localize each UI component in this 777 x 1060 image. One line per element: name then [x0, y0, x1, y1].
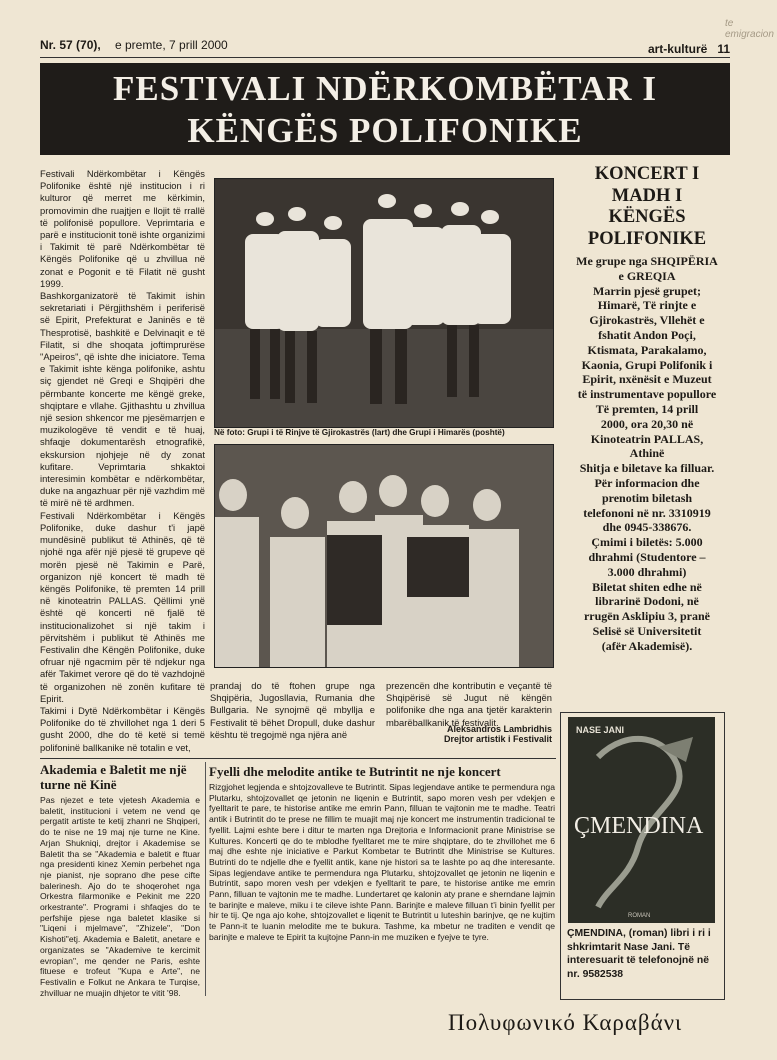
- section-name: art-kulturë: [647, 42, 708, 56]
- ballet-article-title: Akademia e Baletit me një turne në Kinë: [40, 762, 187, 792]
- page-number: 11: [717, 42, 730, 56]
- book-cover: [568, 717, 715, 923]
- paragraph: Festivali Ndërkombëtar i Këngës Polifonike është një institucion i ri kulturor që merret me kërkimin, promovimin dhe ruajtjen e llojit të rrallë të polifonisë popullore. Veprimtaria e parë e institucionit tonë ishte organizimi i Takimit të parë Ndërkombëtar të Këngës Polifonike që u zhvillua në zonat e Pogonit e të Filatit në gusht 1999.: [40, 168, 205, 289]
- book-caption: ÇMENDINA, (roman) libri i ri i shkrimtarit Nase Jani. Të interesuarit të telefonojnë në nr. 9582538: [567, 928, 711, 980]
- photo-top-choir: [214, 178, 554, 428]
- sidebar-line: Të premten, 14 prill: [595, 401, 699, 416]
- masthead: [40, 36, 730, 54]
- concert-sidebar: [562, 164, 732, 654]
- sidebar-line: Gjirokastrës, Vllehët e: [589, 313, 705, 328]
- butrint-article: [209, 764, 555, 943]
- sidebar-line: Marrin pjesë grupet;: [593, 283, 701, 298]
- choir-illustration-top: [215, 179, 553, 427]
- ballet-article: [40, 762, 200, 998]
- sidebar-title-line: KËNGËS: [608, 207, 686, 227]
- sidebar-line: librarinë Dodoni, në: [595, 594, 699, 609]
- sidebar-line: Epirit, nxënësit e Muzeut: [582, 372, 712, 387]
- book-advertisement: [560, 712, 725, 1000]
- sidebar-line: prenotim biletash: [601, 490, 693, 505]
- sidebar-line: telefononi në nr. 3310919: [583, 505, 711, 520]
- footer-greek-title: Πολυφωνικό Καραβάνι: [448, 1010, 683, 1035]
- sidebar-line: Me grupe nga SHQIPËRIA: [576, 254, 718, 268]
- sidebar-title: [562, 164, 732, 250]
- continuation-left: prandaj do të ftohen grupe nga Shqipëria, Jugosllavia, Rumania dhe Bullgaria. Ne synojmë që mbyllja e Festivalit të bëhet Dropull, duke dashur kështu të tregojmë nga njëra anë: [210, 680, 375, 740]
- sidebar-line: (afër Akademisë).: [601, 638, 693, 653]
- sidebar-line: Çmimi i biletës: 5.000: [591, 535, 703, 550]
- bleed-through-text: te emigracion: [725, 18, 774, 40]
- headline-line-2: KËNGËS POLIFONIKE: [187, 111, 583, 150]
- sidebar-line: Ktismata, Parakalamo,: [587, 342, 707, 357]
- column-divider: [205, 762, 206, 996]
- sidebar-title-line: KONCERT I: [594, 164, 700, 184]
- sidebar-line: Kinoteatrin PALLAS,: [590, 431, 704, 446]
- sidebar-body: [562, 254, 732, 654]
- issue-number: Nr. 57 (70),: [40, 38, 101, 52]
- section-divider: [40, 758, 556, 759]
- sidebar-title-line: MADH I: [611, 185, 683, 206]
- sidebar-line: fshatit Andon Poçi,: [598, 327, 696, 342]
- section-and-page: [648, 42, 730, 56]
- headline-banner: [40, 63, 730, 155]
- cover-author: NASE JANI: [576, 725, 625, 735]
- sidebar-line: dhe 0945-338676.: [602, 520, 692, 535]
- sidebar-line: Kaonia, Grupi Polifonik i: [581, 357, 713, 372]
- sidebar-line: rrugën Asklipiu 3, pranë: [583, 609, 711, 624]
- choir-illustration-bottom: [215, 445, 553, 667]
- paragraph: Takimi i Dytë Ndërkombëtar i Këngës Polifonike do të zhvillohet nga 1 deri 5 gusht 2000, dhe do të ketë si temë polifoninë ballkanike në totalin e vet,: [40, 704, 205, 753]
- paragraph: Bashkorganizatorë të Takimit ishin sekretariati i Përgjithshëm i periferisë së Epirit, Prefekturat e Janinës e të Thesprotisë, bashkitë e Delvinaqit e të Filatit, si dhe shoqata joftimprurëse "Apeiros", që ishte dhe iniciatore. Tema e Takimit ishte kënga polifonike, ashtu siç gjendet në Greqi e Shqipëri dhe përmbante koncerte me këngë greke, shqiptare e vllahe. Gjithashtu u zhvillua një sesion shkencor me pjesëmarrjen e muzikologëve të vendit e të huaj, shfaqje dokumentarësh etnografikë, ekskursion njohjeje në dy zonat kufitare. Veprimtaria shkaktoi interesimin kombëtar e ndërkombëtar, duke na angazhuar për një vazhdim më të mirë në të ardhmen.: [40, 290, 205, 509]
- sidebar-title-line: POLIFONIKE: [587, 228, 707, 249]
- sidebar-line: e GREQIA: [618, 268, 676, 283]
- sidebar-line: Për informacion dhe: [594, 475, 700, 490]
- sidebar-line: Himarë, Të rinjte e: [597, 298, 697, 313]
- author-title: Drejtor artistik i Festivalit: [443, 734, 552, 744]
- author-name: Aleksandros Lambridhis: [446, 724, 552, 734]
- main-article-column: [40, 168, 205, 754]
- headline-line-1: FESTIVALI NDËRKOMBËTAR I: [113, 69, 657, 108]
- cover-genre: ROMAN: [628, 913, 651, 919]
- sidebar-line: Selisë së Universitetit: [592, 623, 702, 638]
- sidebar-line: 2000, ora 20,30 në: [600, 416, 694, 431]
- continuation-right: prezencën dhe kontributin e veçantë të Shqipërisë së Jugut në këngën polifonike dhe nga ana tjetër karakterin mbarëballkanik të festivalit.: [386, 680, 552, 728]
- photo-bottom-choir: [214, 444, 554, 668]
- butrint-article-text: Rizgjohet legjenda e shtojzovalleve te Butrintit. Sipas legjendave antike te permendura nga Plutarku, shtojzovallet qe jetonin ne liqenin e Butrintit, sapo moren vesh per vdekjen e fyelltarit te pare, te historise antike me emrin Pann, filluan te vajtonin me te madhe. Teatri antik i Butrintit do te prese ne fillim te muajit maj nje koncert me instrumentin tradicional te fyellit. Lajmi eshte bere i ditur te marten nga Drejtoria e Informacionit prane Ministrise se Kultures. Koncerti qe do te mblodhe fyelltaret me te mire shqiptare, do te zhvillohet me 6 maj dhe eshte nje iniciative e Parkut Kombetar te Butrintit dhe Ministrise se Kultures. Butrinti do te ndjelle dhe e fyellit antik, kane nje histori sa te lashte po aq dhe interesante. Sipas legjendave antike te permendura nga Plutarku, shtojzovallet qe jetonin ne liqenin e Butrintit, sapo moren vesh per vdekjen e fyelltarit te pare, te historise antike me emrin Pann, filluan te vajtonin me te madhe. Lundertaret qe kalonin aty prane e sherndane lajmin te barinjte e maleve, miku i te cileve ishte Pann. Barinjte e maleve filluan t'i binin fyellit per hir te tij. Qe nga ajo kohe, shtojzovallet e liqenit te Butrintit u luteshin barinjve, qe ne kujtim te Pann-it te luanin melodite me te bukura. Tashme, ka mbetur ne traditen e vendit qe barinjte e maleve te Epirit ta kujtojne Pann-in me muziken e fyejve te tyre.: [209, 782, 555, 942]
- book-cover-art: [568, 717, 715, 923]
- ballet-article-text: Pas njezet e tete vjetesh Akademia e baletit, institucioni i vetem ne vend qe pergatit artiste te ketij zhanri ne Shqiperi, do te nise ne 19 maj nje turne ne Kine. Arjan Shukniqi, drejtor i Akademise se Baletit tha se "Akademia e baletit e ftuar nga presidenti kinez Xemin perbehet nga nje pianist, nje soprano dhe pese cifte balerinesh. Ajo do te shoqerohet nga Orkestra filarmonike e Pekinit me 220 orkestrante". Programi i shfaqjes do te perfshije pjese nga baletet klasike si "Liqeni i mjelmave", "Zhizele", "Don Kishoti"etj. Akademia e Baletit, anetare e organizates se "Akademive te kercimit evropian", me qender ne Paris, eshte fituese e trofeut "Kupa e Arte", ne Festivalin e Folkut ne Ankara te Turqise, zhvilluar ne muajin dhjetor te vitit '98.: [40, 795, 200, 998]
- masthead-rule: [40, 57, 730, 58]
- sidebar-line: Biletat shiten edhe në: [592, 579, 702, 594]
- sidebar-line: të instrumentave popullore: [577, 387, 717, 402]
- issue-date: e premte, 7 prill 2000: [115, 38, 228, 52]
- sidebar-line: dhrahmi (Studentore –: [588, 549, 706, 564]
- sidebar-line: Shitja e biletave ka filluar.: [579, 461, 715, 476]
- author-signature: [386, 724, 552, 744]
- cover-title: ÇMENDINA: [574, 813, 704, 839]
- sidebar-line: Athinë: [629, 446, 665, 461]
- paragraph: Festivali Ndërkombëtar i Këngës Polifonike, duke dashur t'i japë mundësinë publikut të Athinës, që të njohë nga afër një pjesë të grupeve që morën pjesë në Takimin e Parë, organizon një koncert të madh të këngës Polifonike, të premten 14 prill në kinoteatrin PALLAS. Qëllimi ynë është që koncerti në fjalë të institucionalizohet si një takim i përvitshëm i publikut të Athinës me Festivalin dhe Këngën Polifonike, duke ofruar një ngacmim për të ndjekur nga afër Takimet verore që do të vazhdojnë të organizohen në zonën kufitare të Epirit.: [40, 509, 205, 704]
- photo-caption: Në foto: Grupi i të Rinjve të Gjirokastrës (lart) dhe Grupi i Himarës (poshtë): [214, 428, 505, 437]
- butrint-article-title: Fyelli dhe melodite antike te Butrintit ne nje koncert: [209, 764, 501, 779]
- sidebar-line: 3.000 dhrahmi): [607, 564, 687, 579]
